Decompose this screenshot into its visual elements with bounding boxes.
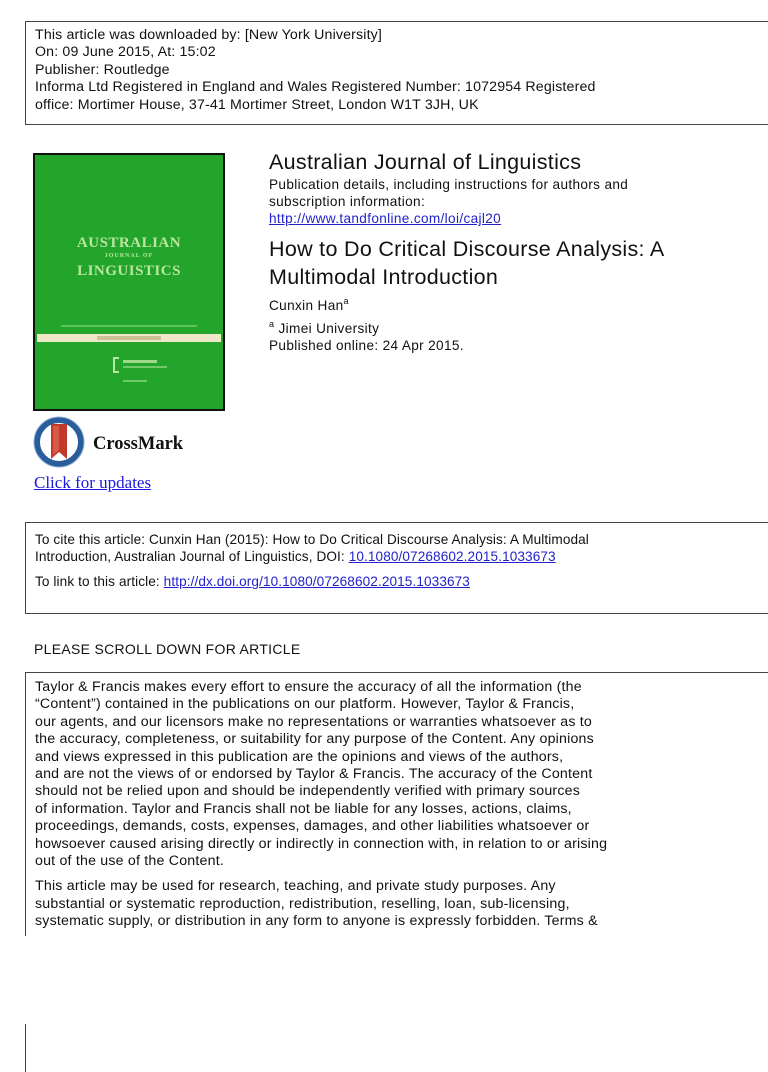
article-title-line-1: How to Do Critical Discourse Analysis: A xyxy=(269,237,665,261)
download-date-line: On: 09 June 2015, At: 15:02 xyxy=(35,44,216,61)
cover-title-australian: AUSTRALIAN xyxy=(76,235,182,251)
disclaimer-line: substantial or systematic reproduction, redistribution, reselling, loan, sub-licensing, xyxy=(35,895,570,912)
disclaimer-line: should not be relied upon and should be independently verified with primary sources xyxy=(35,783,581,800)
crossmark-label: CrossMark xyxy=(93,433,184,454)
cover-issue-band xyxy=(37,334,221,342)
office-address-line: office: Mortimer House, 37-41 Mortimer Street, London W1T 3JH, UK xyxy=(35,96,479,113)
article-title xyxy=(269,235,764,291)
disclaimer-line: systematic supply, or distribution in any form to anyone is expressly forbidden. Terms & xyxy=(35,913,598,930)
disclaimer-line: Taylor & Francis makes every effort to ensure the accuracy of all the information (the xyxy=(35,679,582,695)
affiliation-marker: a xyxy=(269,319,275,329)
disclaimer-line: howsoever caused arising directly or indirectly in connection with, in relation to or arising xyxy=(35,835,608,852)
publisher-line: Publisher: Routledge xyxy=(35,61,170,78)
cite-text-line-2 xyxy=(35,548,768,565)
disclaimer-paragraph-2 xyxy=(35,878,768,930)
author xyxy=(269,297,764,314)
doi-link[interactable]: 10.1080/07268602.2015.1033673 xyxy=(348,549,556,565)
scroll-down-notice: PLEASE SCROLL DOWN FOR ARTICLE xyxy=(34,641,301,657)
cover-title-linguistics: LINGUISTICS xyxy=(77,263,181,279)
disclaimer-line: This article may be used for research, teaching, and private study purposes. Any xyxy=(35,878,556,895)
link-to-article-label: To link to this article: xyxy=(35,574,164,590)
publication-details: Publication details, including instructions for authors and xyxy=(269,177,629,192)
downloaded-by-line: This article was downloaded by: [New York University] xyxy=(35,27,383,43)
affiliation-name: Jimei University xyxy=(278,321,380,336)
crossmark-icon xyxy=(33,416,85,473)
cover-title-journal-of: JOURNAL OF xyxy=(104,253,154,259)
cover-subtitle-line xyxy=(61,325,197,327)
routledge-logo-icon xyxy=(113,357,119,373)
disclaimer-line: and are not the views of or endorsed by Taylor & Francis. The accuracy of the Content xyxy=(35,766,593,783)
disclaimer-line: of information. Taylor and Francis shall not be liable for any losses, actions, claims, xyxy=(35,800,572,817)
cover-publisher-subtext-2 xyxy=(123,380,147,382)
crossmark-button[interactable] xyxy=(33,418,203,470)
cover-publisher-subtext xyxy=(123,366,167,368)
citation-box xyxy=(25,522,768,614)
article-metadata xyxy=(269,148,764,354)
author-affiliation-marker: a xyxy=(343,296,349,306)
disclaimer-line: our agents, and our licensors make no representations or warranties whatsoever as to xyxy=(35,713,592,730)
subscription-info: subscription information: xyxy=(269,194,426,209)
disclaimer-line: and views expressed in this publication are the opinions and views of the authors, xyxy=(35,748,564,765)
journal-title: Australian Journal of Linguistics xyxy=(269,150,582,174)
cover-publisher-text xyxy=(123,360,157,363)
registration-line: Informa Ltd Registered in England and Wales Registered Number: 1072954 Registered xyxy=(35,79,596,96)
cite-text-journal: Introduction, Australian Journal of Linguistics, DOI: xyxy=(35,549,349,565)
affiliation xyxy=(269,320,764,337)
article-doi-url-link[interactable]: http://dx.doi.org/10.1080/07268602.2015.1033673 xyxy=(163,574,470,590)
page-bottom-blank xyxy=(0,936,768,1024)
disclaimer-line: out of the use of the Content. xyxy=(35,853,224,870)
article-title-line-2: Multimodal Introduction xyxy=(269,265,499,289)
journal-cover-image xyxy=(33,153,225,411)
published-online-date: Published online: 24 Apr 2015. xyxy=(269,338,464,353)
author-name: Cunxin Han xyxy=(269,298,344,313)
download-info-box xyxy=(25,21,768,125)
disclaimer-paragraph-1 xyxy=(35,679,768,870)
disclaimer-line: proceedings, demands, costs, expenses, damages, and other liabilities whatsoever or xyxy=(35,818,590,835)
link-to-article-line xyxy=(35,573,768,590)
disclaimer-line: the accuracy, completeness, or suitability for any purpose of the Content. Any opinions xyxy=(35,731,594,748)
click-for-updates-link[interactable]: Click for updates xyxy=(34,473,152,492)
cite-text-line-1: To cite this article: Cunxin Han (2015): How to Do Critical Discourse Analysis: A Multimodal xyxy=(35,532,589,547)
disclaimer-line: “Content”) contained in the publications on our platform. However, Taylor & Francis, xyxy=(35,696,575,713)
journal-url-link[interactable]: http://www.tandfonline.com/loi/cajl20 xyxy=(269,211,502,226)
